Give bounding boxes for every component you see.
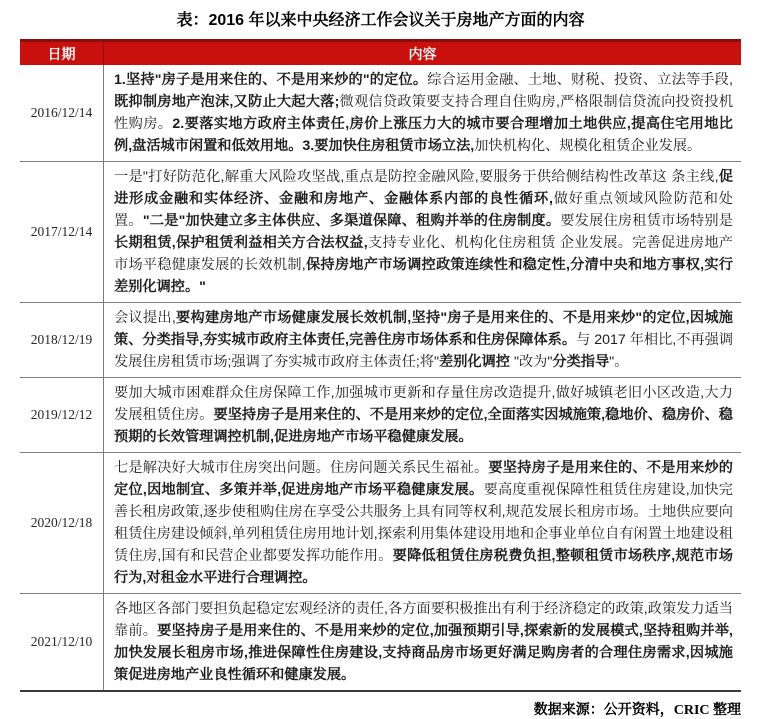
- content-segment: 微观信贷政策要支持合理自住购房,严格限制信贷流向投资投机性购房。: [114, 94, 734, 132]
- content-segment: "二是"加快建立多主体供应、多渠道保障、租购并举的住房制度。: [142, 213, 561, 229]
- content-segment: 会议提出,: [114, 310, 176, 326]
- content-cell: [103, 65, 741, 161]
- content-segment: 要坚持房子是用来住的、不是用来炒的定位,全面落实因城施策,稳地价、稳房价、稳预期的长效管理调控机制,促进房地产市场平稳健康发展。: [114, 407, 733, 445]
- content-cell: [103, 594, 741, 690]
- policy-table: [20, 39, 741, 692]
- content-cell: [103, 162, 741, 302]
- table-row: [20, 161, 741, 302]
- content-segment: 既抑制房地产泡沫,又防止大起大落;: [114, 94, 340, 110]
- content-segment: 与 2017 年相比,不再强调发展住房租赁市场;强调了夯实城市政府主体责任;将": [114, 332, 734, 370]
- content-segment: 要加大城市困难群众住房保障工作,加强城市更新和存量住房改造提升,做好城镇老旧小区改造,大力发展租赁住房。: [114, 385, 733, 423]
- content-segment: 长期租赁,保护租赁利益相关方合法权益,: [114, 235, 368, 251]
- content-segment: 2.要落实地方政府主体责任,房价上涨压力大的城市要合理增加土地供应,提高住宅用地比例,盘活城市闲置和低效用地。3.要加快住房租赁市场立法,: [114, 116, 733, 154]
- content-segment: 支持专业化、机构化住房租赁 企业发展。完善促进房地产市场平稳健康发展的长效机制,: [114, 235, 733, 273]
- content-segment: 差别化调控: [439, 354, 510, 370]
- date-cell: 2017/12/14: [30, 224, 93, 239]
- content-segment: 促进形成金融和实体经济、金融和房地产、金融体系内部的良性循环,: [114, 169, 733, 207]
- date-cell: 2019/12/12: [30, 407, 93, 422]
- content-segment: 要坚持房子是用来住的、不是用来炒的定位,加强预期引导,探索新的发展模式,坚持租购并举,加快发展长租房市场,推进保障性住房建设,支持商品房市场更好满足购房者的合理住房需求,因城施策促进房地产业良性循环和健康发展。: [114, 623, 733, 683]
- table-row: [20, 593, 741, 690]
- content-segment: 各地区各部门要担负起稳定宏观经济的责任,各方面要积极推出有利于经济稳定的政策,政策发力适当靠前。: [114, 601, 733, 639]
- column-header-date: 日期: [47, 45, 76, 62]
- table-row: [20, 377, 741, 452]
- column-header-content: 内容: [103, 42, 741, 65]
- content-segment: "。: [609, 354, 629, 370]
- date-cell: 2020/12/18: [30, 515, 93, 530]
- content-segment: "改为": [510, 354, 553, 370]
- content-cell: [103, 453, 741, 593]
- content-segment: 加快机构化、规模化租赁企业发展。: [474, 138, 702, 154]
- content-segment: 要降低租赁住房税费负担,整顿租赁市场秩序,规范市场行为,对租金水平进行合理调控。: [114, 548, 733, 586]
- date-cell: 2016/12/14: [30, 105, 93, 120]
- content-segment: 一是"打好防范化,解重大风险攻坚战,重点是防控金融风险,要服务于供给侧结构性改革这 条主线,: [114, 169, 719, 185]
- content-segment: 要构建房地产市场健康发展长效机制,坚持"房子是用来住的、不是用来炒"的定位,因城施策、分类指导,夯实城市政府主体责任,完善住房市场体系和住房保障体系。: [114, 310, 733, 348]
- content-segment: 要发展住房租赁市场特别是: [560, 213, 733, 229]
- table-row: [20, 302, 741, 377]
- content-segment: 综合运用金融、土地、财税、投资、立法等手段,: [427, 72, 733, 88]
- content-segment: 做好重点领域风险防范和处置。: [114, 191, 733, 229]
- date-cell: 2021/12/10: [30, 634, 93, 649]
- content-cell: [103, 303, 741, 377]
- content-segment: 要坚持房子是用来住的、不是用来炒的定位,因地制宜、多策并举,促进房地产市场平稳健康发展。: [114, 460, 733, 498]
- content-segment: 要高度重视保障性租赁住房建设,加快完善长租房政策,逐步使租购住房在享受公共服务上具有同等权利,规范发展长租房市场。土地供应要向租赁住房建设倾斜,单列租赁住房用地计划,探索利用集体建设用地和企事业单位自有闲置土地建设租赁住房,国有和民营企业都要发挥功能作用。: [114, 482, 733, 564]
- date-cell: 2018/12/19: [30, 332, 93, 347]
- table-row: [20, 65, 741, 161]
- content-segment: 1.坚持"房子是用来住的、不是用来炒的"的定位。: [114, 72, 428, 88]
- content-cell: [103, 378, 741, 452]
- content-segment: 保持房地产市场调控政策连续性和稳定性,分清中央和地方事权,实行差别化调控。": [114, 257, 733, 295]
- content-segment: 分类指导: [552, 354, 610, 370]
- content-segment: 七是解决好大城市住房突出问题。住房问题关系民生福祉。: [114, 460, 489, 476]
- table-row: [20, 452, 741, 593]
- table-header-row: [20, 39, 741, 65]
- table-body: [20, 65, 741, 690]
- table-title: 表：2016 年以来中央经济工作会议关于房地产方面的内容: [176, 12, 585, 29]
- source-note: 数据来源：公开资料，CRIC 整理: [533, 703, 741, 718]
